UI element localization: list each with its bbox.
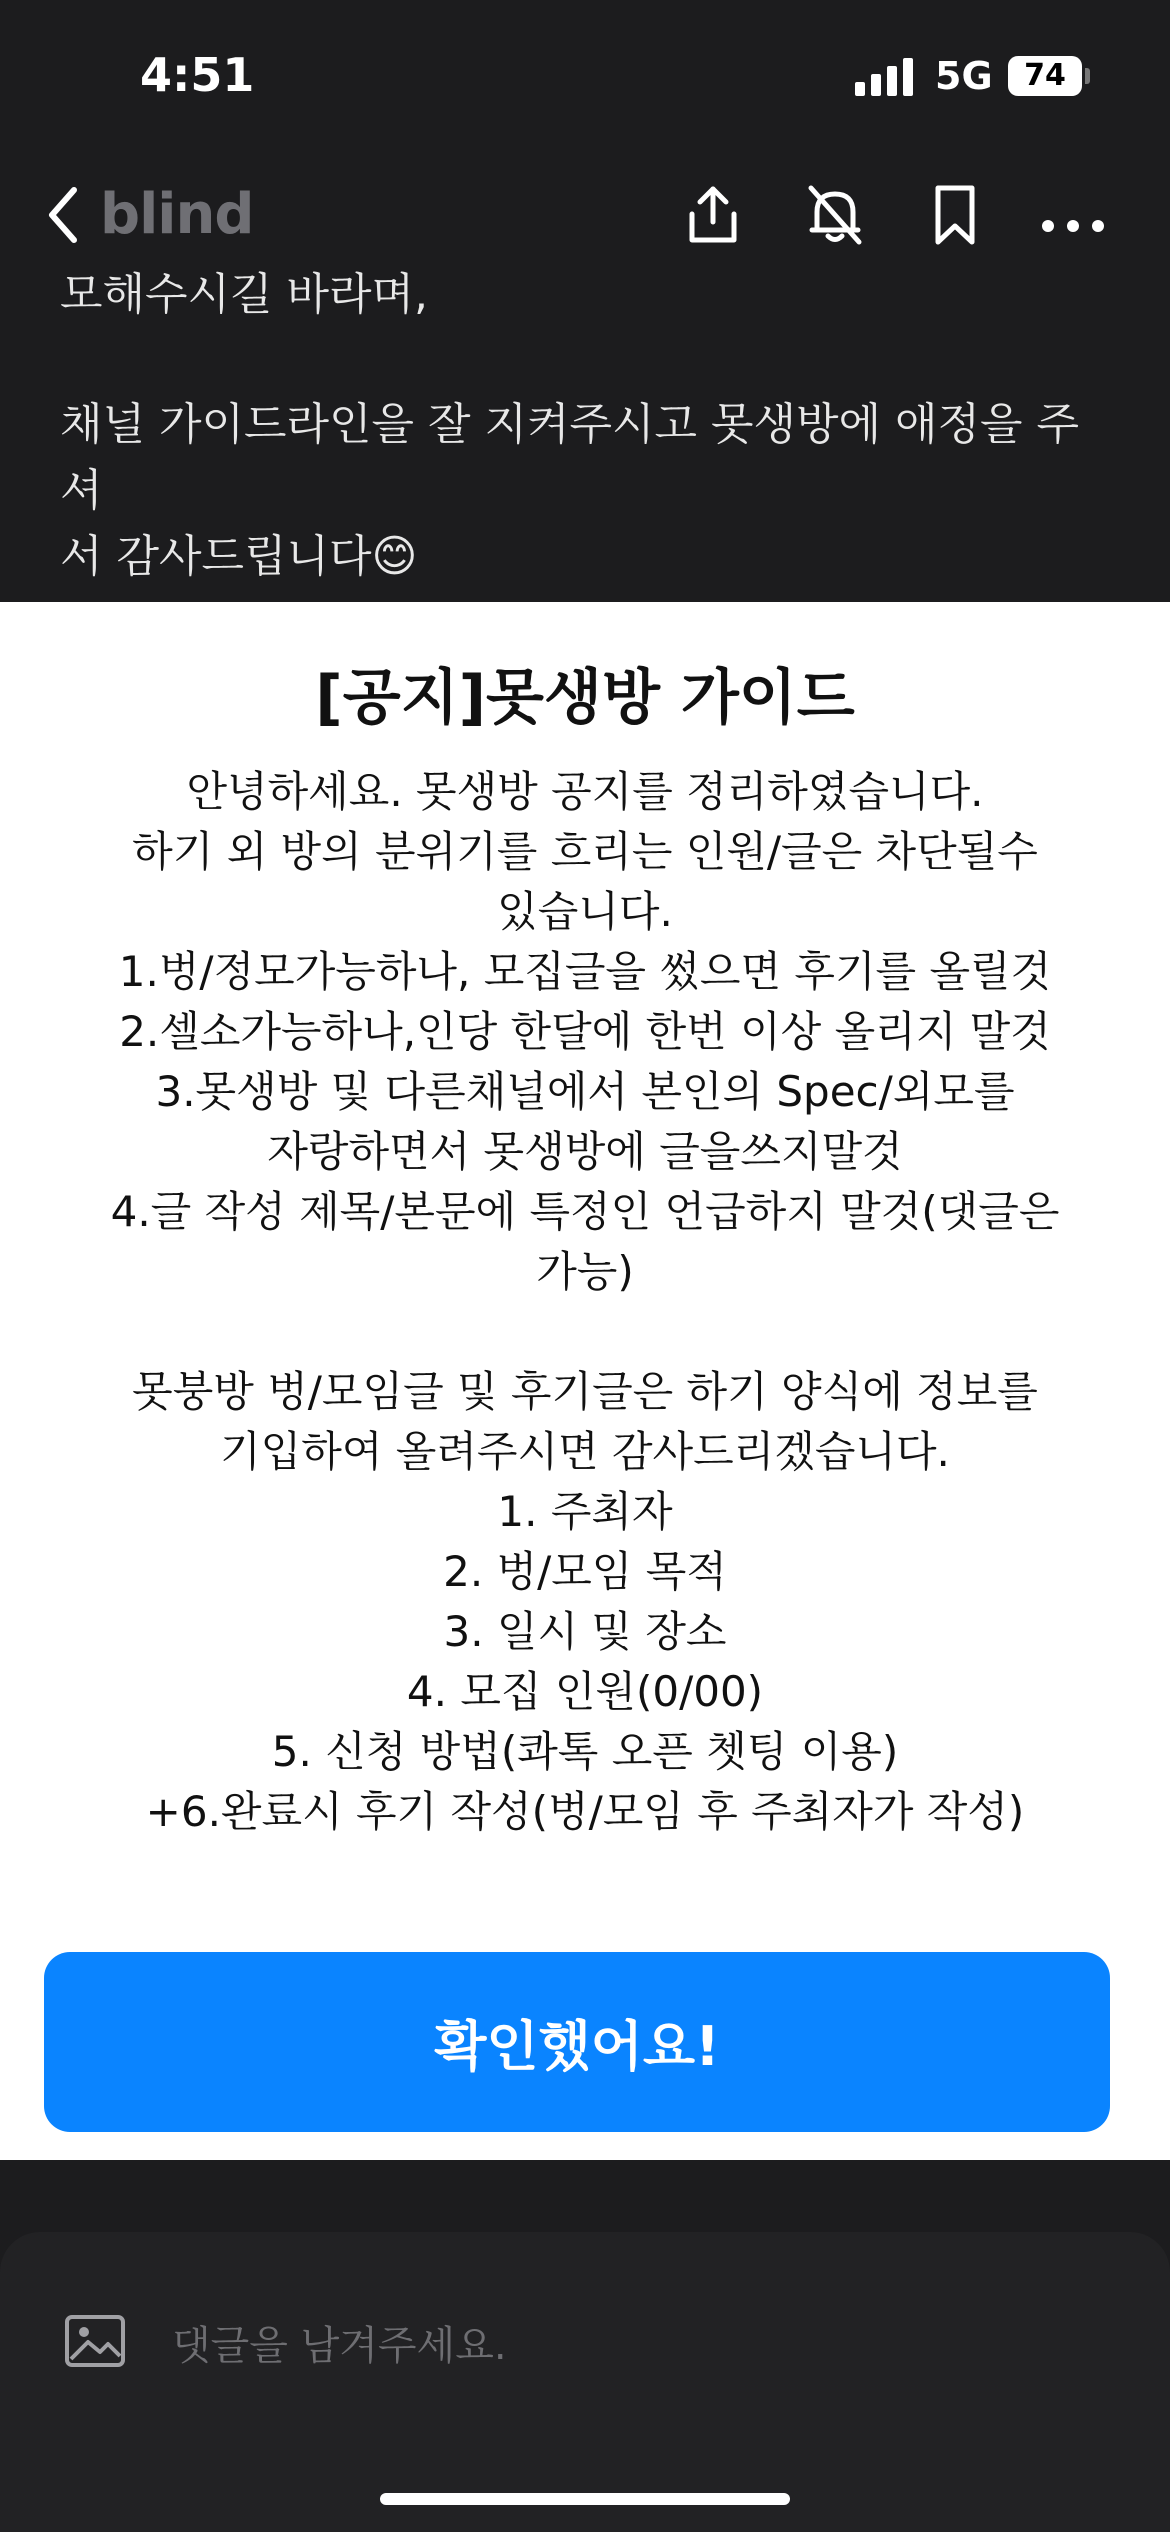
- top-nav: [0, 160, 1170, 280]
- confirm-button[interactable]: 확인했어요!: [44, 1952, 1110, 2132]
- blind-logo[interactable]: blind: [100, 182, 254, 247]
- bell-off-icon[interactable]: [800, 180, 870, 250]
- post-line: 채널 가이드라인을 잘 지켜주시고 못생방에 애정을 주셔: [60, 399, 1080, 516]
- modal-line: [50, 1302, 1120, 1362]
- modal-line: 가능): [536, 1247, 634, 1296]
- status-bar: [0, 0, 1170, 160]
- modal-line: 3. 일시 및 장소: [443, 1607, 727, 1656]
- modal-line: 기입하여 올려주시면 감사드리겠습니다.: [220, 1427, 950, 1476]
- modal-line: 1. 주최자: [497, 1487, 673, 1536]
- modal-line: 1.벙/정모가능하나, 모집글을 썼으면 후기를 올릴것: [118, 947, 1052, 996]
- back-icon[interactable]: [44, 180, 84, 250]
- notice-modal: [0, 602, 1170, 2160]
- post-partial-line: 모해수시길 바라며,: [60, 269, 429, 320]
- modal-line: 4. 모집 인원(0/00): [406, 1667, 764, 1716]
- modal-line: 3.못생방 및 다른채널에서 본인의 Spec/외모를: [155, 1067, 1015, 1116]
- post-line: 서 감사드립니다😊: [60, 531, 418, 582]
- signal-icon: [855, 58, 917, 96]
- home-indicator[interactable]: [380, 2493, 790, 2505]
- modal-line: 2. 벙/모임 목적: [443, 1547, 727, 1596]
- modal-line: +6.완료시 후기 작성(벙/모임 후 주최자가 작성): [145, 1787, 1025, 1836]
- modal-line: 못붕방 벙/모임글 및 후기글은 하기 양식에 정보를: [132, 1367, 1038, 1416]
- image-icon[interactable]: [62, 2308, 128, 2374]
- battery-tip: [1085, 68, 1090, 84]
- modal-line: 있습니다.: [497, 887, 673, 936]
- modal-line: 안녕하세요. 못생방 공지를 정리하였습니다.: [186, 767, 984, 816]
- modal-line: 자랑하면서 못생방에 글을쓰지말것: [267, 1127, 903, 1176]
- modal-line: 2.셀소가능하나,인당 한달에 한번 이상 올리지 말것: [119, 1007, 1051, 1056]
- modal-line: 하기 외 방의 분위기를 흐리는 인원/글은 차단될수: [132, 827, 1038, 876]
- comment-input[interactable]: [170, 2310, 1074, 2382]
- status-time: 4:51: [140, 48, 255, 102]
- comment-bar: [0, 2232, 1170, 2532]
- battery-icon: 74: [1008, 56, 1082, 96]
- modal-line: 5. 신청 방법(콰톡 오픈 쳇팅 이용): [271, 1727, 899, 1776]
- share-icon[interactable]: [678, 180, 748, 250]
- more-icon[interactable]: [1038, 180, 1108, 250]
- modal-title: [공지]못생방 가이드: [315, 663, 855, 733]
- modal-body: [50, 762, 1120, 1842]
- network-type: 5G: [935, 54, 993, 98]
- post-paragraph: [60, 392, 1120, 590]
- bookmark-icon[interactable]: [920, 180, 990, 250]
- modal-line: 4.글 작성 제목/본문에 특정인 언급하지 말것(댓글은: [110, 1187, 1060, 1236]
